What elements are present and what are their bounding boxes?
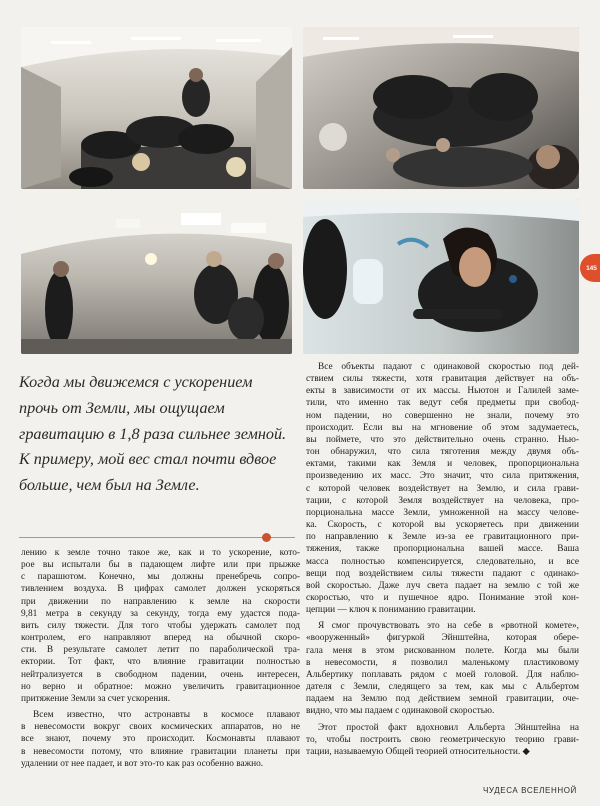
text-line: видно, что мы падаем с одинаковой скоростью. (306, 706, 495, 717)
text-line: Альбертику поплавать рядом с моей головой. Для наблю- (306, 669, 579, 680)
text-line: вой скоростью. Даже луч света падает на землю с той же (306, 580, 579, 591)
text-line: тили, что именно так ведут себя предметы при свобод- (306, 398, 579, 409)
text-line: падаем на Землю под действием земной гравитации, оче- (306, 694, 579, 705)
text-line: порциональна массе Земли, умноженной на массу челове- (306, 507, 579, 518)
text-line: гала меня в этом рискованном полете. Когда мы были (306, 645, 579, 656)
text-line: с которой человек воздействует на Землю, и сила грави- (306, 483, 579, 494)
text-line: «вооруженный» фигуркой Эйнштейна, которая обере- (306, 633, 579, 644)
page-number: 145 (586, 264, 597, 272)
text-line: при движении по направлению к земле на скорости (21, 596, 300, 607)
text-line: Все объекты падают с одинаковой скоростью под дей- (318, 362, 579, 372)
text-line: ектами, такими как Земля и человек, пропорциональна (306, 459, 579, 470)
text-line: ка. Скорость, с которой вы ускоряетесь при движении (306, 520, 579, 531)
text-line: в невесомости вокруг своих космических аппаратов, но не (21, 722, 300, 733)
text-line: Я смог прочувствовать это на себе в «рвотной комете», (318, 621, 579, 632)
text-line: Этот простой факт вдохновил Альберта Эйнштейна на (318, 722, 579, 733)
text-line: то, чтобы построить свою геометрическую теорию грави- (306, 734, 579, 745)
text-line: удалении от нее падает, и вот это-то как раз особенно важно. (21, 758, 264, 769)
text-line: в невесомости, я позволил маленькому пластиковому (306, 657, 579, 668)
text-line: лению к земле точно такое же, как и то ускорение, кото- (21, 548, 300, 558)
text-line: Всем известно, что астронавты в космосе плавают (33, 710, 300, 721)
text-line: тяжения, также пропорциональна вашей массе. Ваша (306, 544, 579, 555)
text-line: вы поймете, что это действительно очень странно. Нью- (306, 434, 579, 445)
text-line: в невесомости потому, что влияние гравитации планеты при (21, 746, 300, 757)
photo-cabin-floating-passengers (21, 199, 292, 354)
text-line: происходит. Если вы на мгновение об этом задумаетесь, (306, 422, 579, 433)
pull-quote-rule (19, 537, 295, 538)
text-line: тации, называемую Общей теорией относительности. ◆ (306, 746, 530, 757)
text-line: сти. В результате самолет летит по параболической тра- (21, 645, 300, 656)
text-line: ном падении, но совершенно не знали, почему это (306, 410, 579, 421)
text-line: тации, с которой Земля воздействует на человека, про- (306, 495, 579, 506)
running-footer: ЧУДЕСА ВСЕЛЕННОЙ (483, 786, 577, 795)
text-line: по направлению к Земле из-за ее гравитационного при- (306, 532, 579, 543)
text-line: тивлением воздуха. В цифрах самолет должен ускоряться (21, 584, 300, 595)
photo-cabin-upside-down (303, 27, 579, 189)
text-line: масса полностью компенсируется, следовательно, и все (306, 556, 579, 567)
text-line: рое вы испытали бы в падающем лифте или при прыжке (21, 560, 300, 571)
text-line: екты в зависимости от их массы. Ньютон и Галилей заме- (306, 386, 579, 397)
text-line: ствием силы тяжести, хотя гравитация действует на объ- (306, 374, 579, 385)
text-line: цепции — ключ к пониманию гравитации. (306, 605, 476, 616)
text-line: вещи под воздействием силы тяжести падают с одинако- (306, 568, 579, 579)
text-line: с парашютом. Конечно, мы должны пренебречь сопро- (21, 572, 300, 583)
text-line: 9,81 метра в секунду за секунду, тогда ему удастся пода- (21, 608, 300, 619)
text-line: вить силу тяжести. Для того чтобы удержать самолет под (21, 620, 300, 631)
body-column-left (21, 547, 300, 770)
body-column-right (306, 361, 579, 758)
photo-woman-floating (303, 199, 579, 354)
page-number-tab (580, 254, 600, 282)
pull-quote: Когда мы движемся с ускорением прочь от Земли, мы ощущаем гравитацию в 1,8 раза сильнее земной. К примеру, мой вес стал почти вдвое больше, чем был на Земле. (19, 373, 287, 495)
text-line: произведению их масс. Это значит, что сила притяжения, (306, 471, 579, 482)
photo-cabin-group-floating (21, 27, 292, 189)
pull-quote-rule-cap (262, 533, 271, 542)
text-line: тон обнаружил, что сила тяготения между двумя объ- (306, 447, 579, 458)
text-line: ектории. Тот факт, что влияние гравитации полностью (21, 657, 300, 668)
text-line: контролем, его направляют вперед на обычной скоро- (21, 633, 300, 644)
text-line: притяжение Земли за счет ускорения. (21, 693, 171, 704)
text-line: нейтрализуется в свободном падении, очень интересен, (21, 669, 300, 680)
text-line: дателя с Земли, следящего за тем, как мы с Альбертом (306, 682, 579, 693)
text-line: скоростью, что и пушечное ядро. Понимание этой кон- (306, 592, 579, 603)
text-line: но верно и обратное: можно увеличить гравитационное (21, 681, 300, 692)
text-line: все знают, почему это происходит. Космонавты плавают (21, 734, 300, 745)
